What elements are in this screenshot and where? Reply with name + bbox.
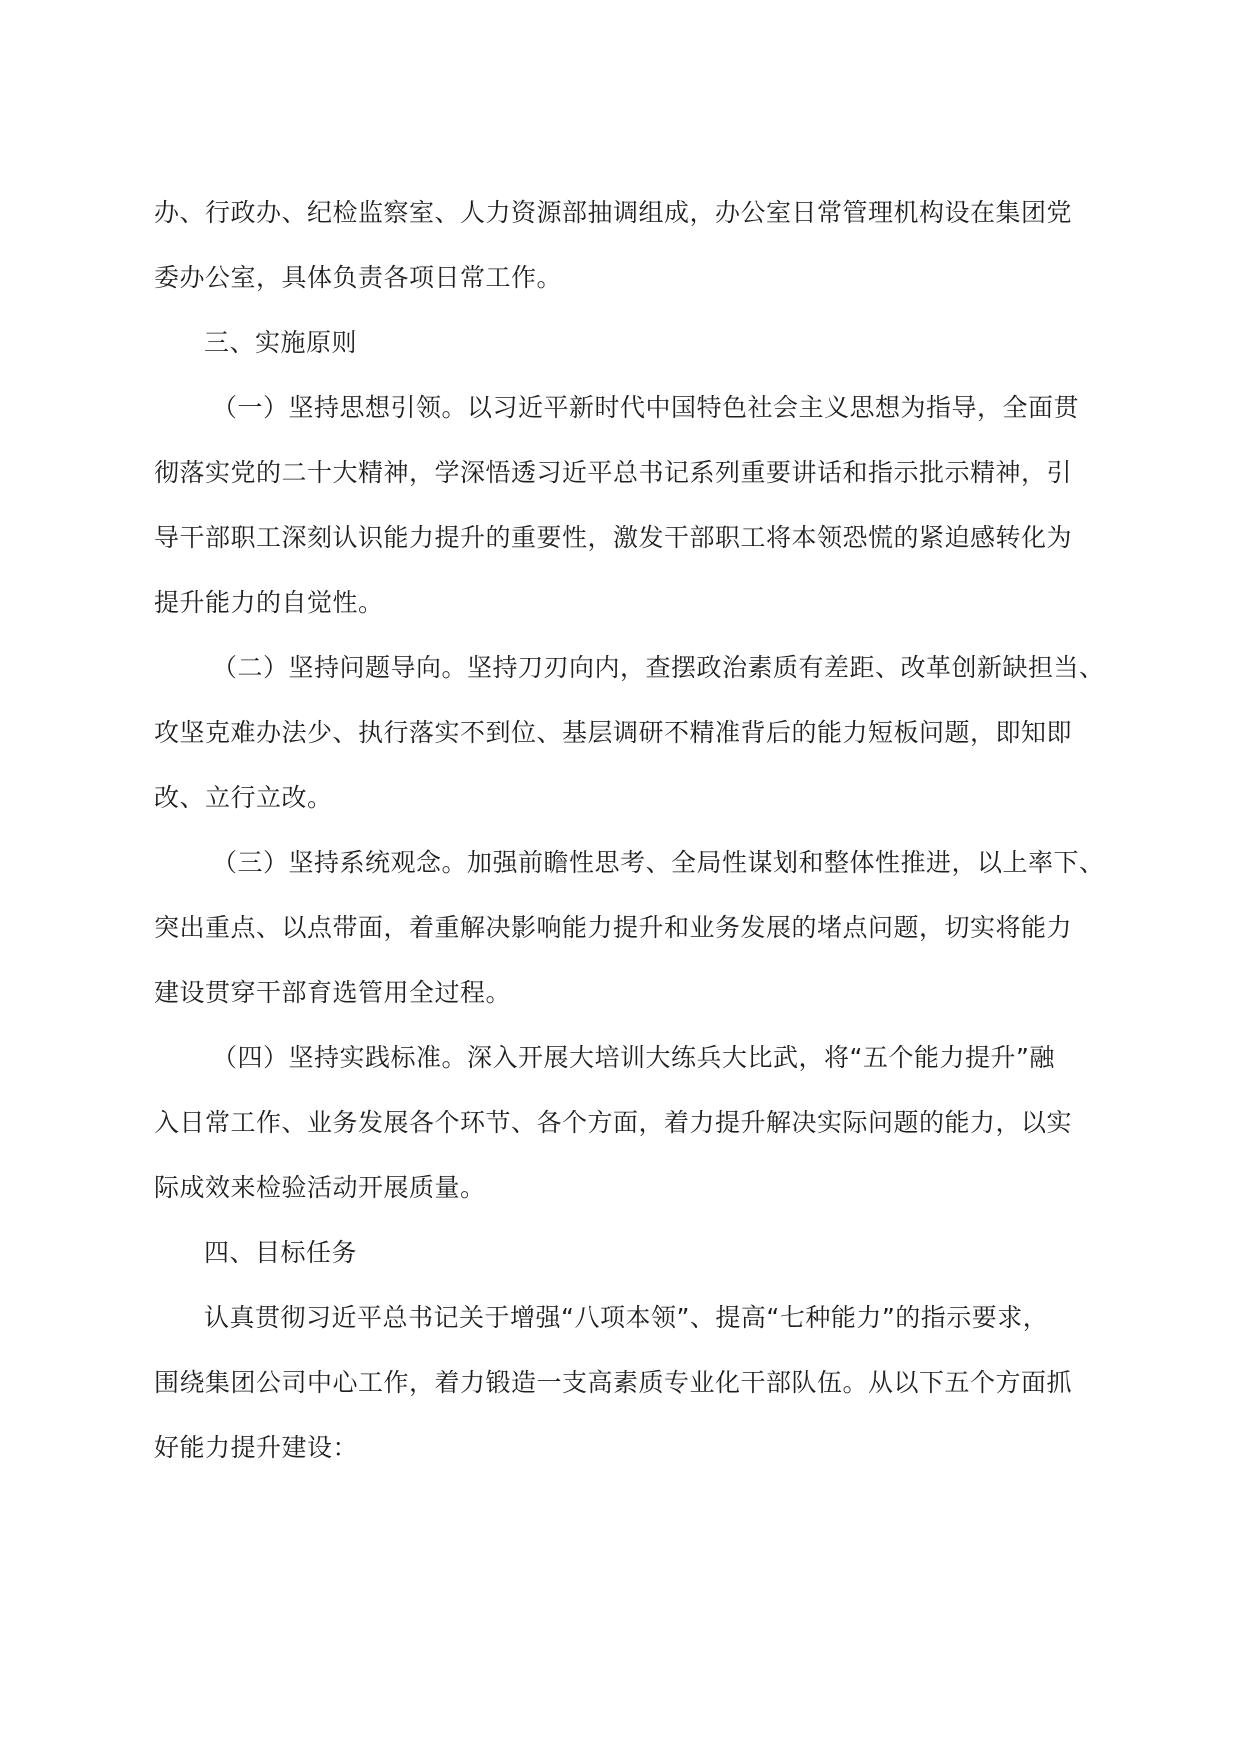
paragraph-line: 委办公室，具体负责各项日常工作。 <box>154 263 563 292</box>
principle-item-2: （二）坚持问题导向。坚持刀刃向内，查摆政治素质有差距、改革创新缺担当、 <box>212 653 1105 682</box>
principle-item-3: （三）坚持系统观念。加强前瞻性思考、全局性谋划和整体性推进，以上率下、 <box>212 848 1105 877</box>
principle-item-1: （一）坚持思想引领。以习近平新时代中国特色社会主义思想为指导，全面贯 <box>212 393 1080 422</box>
paragraph-line: 办、行政办、纪检监察室、人力资源部抽调组成，办公室日常管理机构设在集团党 <box>154 198 1073 227</box>
paragraph-line: 建设贯穿干部育选管用全过程。 <box>154 978 512 1007</box>
paragraph-line: 导干部职工深刻认识能力提升的重要性，激发干部职工将本领恐慌的紧迫感转化为 <box>154 523 1073 552</box>
paragraph-first-line: 认真贯彻习近平总书记关于增强“八项本领”、提高“七种能力”的指示要求， <box>204 1303 1049 1332</box>
principle-item-4: （四）坚持实践标准。深入开展大培训大练兵大比武，将“五个能力提升”融 <box>212 1043 1055 1072</box>
section-heading: 三、实施原则 <box>204 328 358 357</box>
paragraph-line: 围绕集团公司中心工作，着力锻造一支高素质专业化干部队伍。从以下五个方面抓 <box>154 1368 1073 1397</box>
document-body <box>154 188 1105 1488</box>
section-heading: 四、目标任务 <box>204 1238 358 1267</box>
paragraph-line: 际成效来检验活动开展质量。 <box>154 1173 486 1202</box>
paragraph-line: 提升能力的自觉性。 <box>154 588 384 617</box>
paragraph-line: 好能力提升建设： <box>154 1433 359 1462</box>
paragraph-line: 攻坚克难办法少、执行落实不到位、基层调研不精准背后的能力短板问题，即知即 <box>154 718 1073 747</box>
paragraph-line: 入日常工作、业务发展各个环节、各个方面，着力提升解决实际问题的能力，以实 <box>154 1108 1073 1137</box>
paragraph-line: 彻落实党的二十大精神，学深悟透习近平总书记系列重要讲话和指示批示精神，引 <box>154 458 1073 487</box>
paragraph-line: 突出重点、以点带面，着重解决影响能力提升和业务发展的堵点问题，切实将能力 <box>154 913 1073 942</box>
paragraph-line: 改、立行立改。 <box>154 783 333 812</box>
